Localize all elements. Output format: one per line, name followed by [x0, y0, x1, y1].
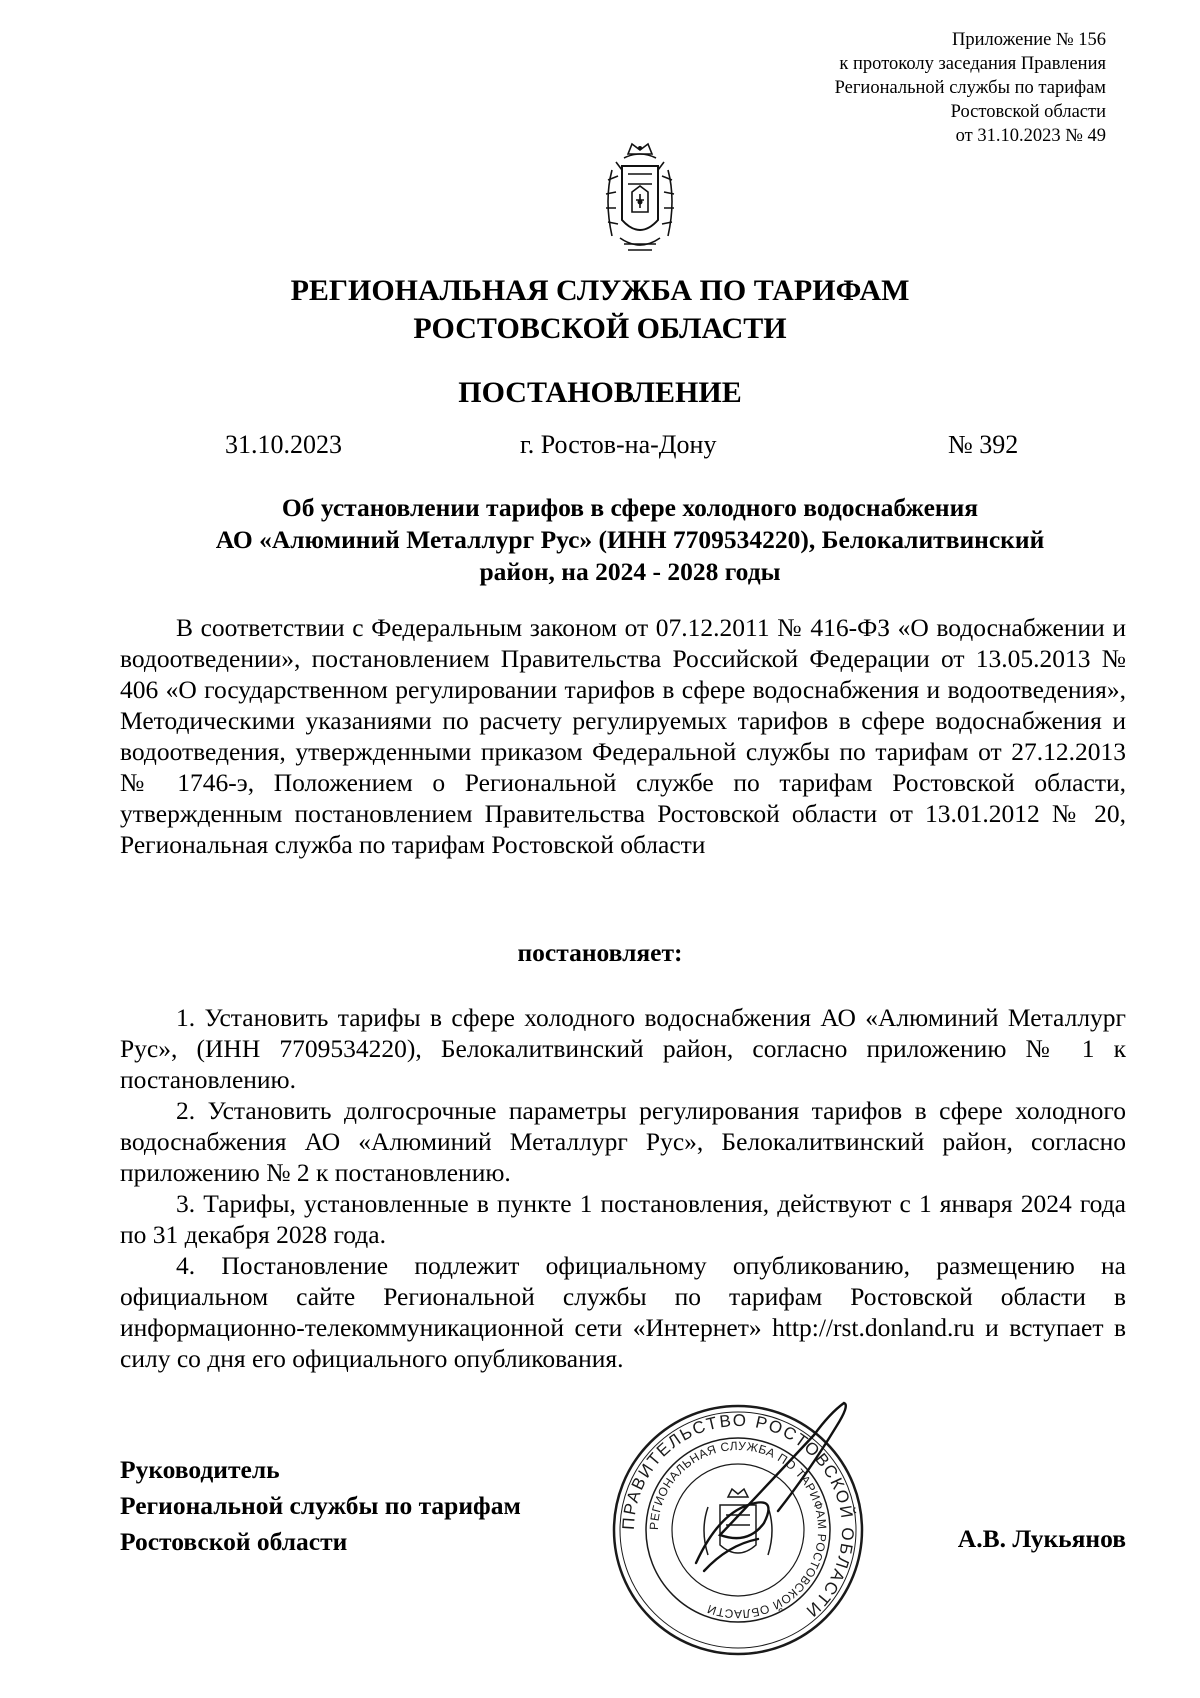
signer-name: А.В. Лукьянов	[957, 1524, 1126, 1553]
decree-item: 4. Постановление подлежит официальному опубликованию, размещению на официальном сайте Региональной службы по тарифам Ростовской области в информационно-телекоммуникационной сети «Интернет» http://rst.donland.ru и вступает в силу со дня его официального опубликования.	[120, 1251, 1126, 1373]
decree-items	[120, 1002, 1126, 1374]
appendix-line: к протоколу заседания Правления	[839, 54, 1106, 74]
document-number: № 392	[948, 430, 1019, 459]
appendix-line: от 31.10.2023 № 49	[955, 126, 1106, 146]
organization-line: РЕГИОНАЛЬНАЯ СЛУЖБА ПО ТАРИФАМ	[290, 274, 910, 307]
title-line: район, на 2024 - 2028 годы	[479, 557, 781, 586]
signer-position-line: Руководитель	[120, 1455, 280, 1484]
seal-inner-text: РЕГИОНАЛЬНАЯ СЛУЖБА ПО ТАРИФАМ РОСТОВСКОЙ ОБЛАСТИ	[646, 1438, 830, 1622]
document-date: 31.10.2023	[225, 430, 342, 459]
official-seal-icon	[608, 1395, 868, 1665]
svg-text:РЕГИОНАЛЬНАЯ СЛУЖБА ПО ТАРИФАМ	[647, 1439, 829, 1621]
organization-line: РОСТОВСКОЙ ОБЛАСТИ	[413, 312, 787, 345]
appendix-note	[835, 28, 1106, 148]
decree-word: постановляет:	[517, 938, 683, 967]
signer-position	[120, 1452, 521, 1560]
signer-position-line: Региональной службы по тарифам	[120, 1491, 521, 1520]
document-city: г. Ростов-на-Дону	[520, 430, 717, 459]
seal-outer-text: ПРАВИТЕЛЬСТВО РОСТОВСКОЙ ОБЛАСТИ	[618, 1410, 858, 1622]
decree-item: 1. Установить тарифы в сфере холодного водоснабжения АО «Алюминий Металлург Рус», (ИНН 7709534220), Белокалитвинский район, согласно приложению № 1 к постановлению.	[120, 1003, 1126, 1094]
decree-item: 2. Установить долгосрочные параметры регулирования тарифов в сфере холодного водоснабжения АО «Алюминий Металлург Рус», Белокалитвинский район, согласно приложению № 2 к постановлению.	[120, 1096, 1126, 1187]
title-line: Об установлении тарифов в сфере холодного водоснабжения	[281, 493, 979, 522]
signer-position-line: Ростовской области	[120, 1527, 348, 1556]
coat-of-arms-icon	[598, 140, 682, 262]
organization-name	[0, 272, 1200, 348]
decree-item: 3. Тарифы, установленные в пункте 1 постановления, действуют с 1 января 2024 года по 31 декабря 2028 года.	[120, 1189, 1126, 1249]
document-type: ПОСТАНОВЛЕНИЕ	[458, 376, 742, 409]
appendix-line: Приложение № 156	[952, 30, 1106, 50]
title-line: АО «Алюминий Металлург Рус» (ИНН 7709534220), Белокалитвинский	[215, 525, 1045, 554]
appendix-line: Ростовской области	[950, 102, 1106, 122]
appendix-line: Региональной службы по тарифам	[834, 78, 1106, 98]
document-title	[160, 492, 1100, 588]
preamble-paragraph: В соответствии с Федеральным законом от 07.12.2011 № 416-ФЗ «О водоснабжении и водоотведении», постановлением Правительства Российской Федерации от 13.05.2013 № 406 «О государственном регулировании тарифов в сфере водоснабжения и водоотведения», Методическими указаниями по расчету регулируемых тарифов в сфере водоснабжения и водоотведения, утвержденными приказом Федеральной службы по тарифам от 27.12.2013 № 1746-э, Положением о Региональной службе по тарифам Ростовской области, утвержденным постановлением Правительства Ростовской области от 13.01.2012 № 20, Региональная служба по тарифам Ростовской области	[120, 613, 1126, 859]
